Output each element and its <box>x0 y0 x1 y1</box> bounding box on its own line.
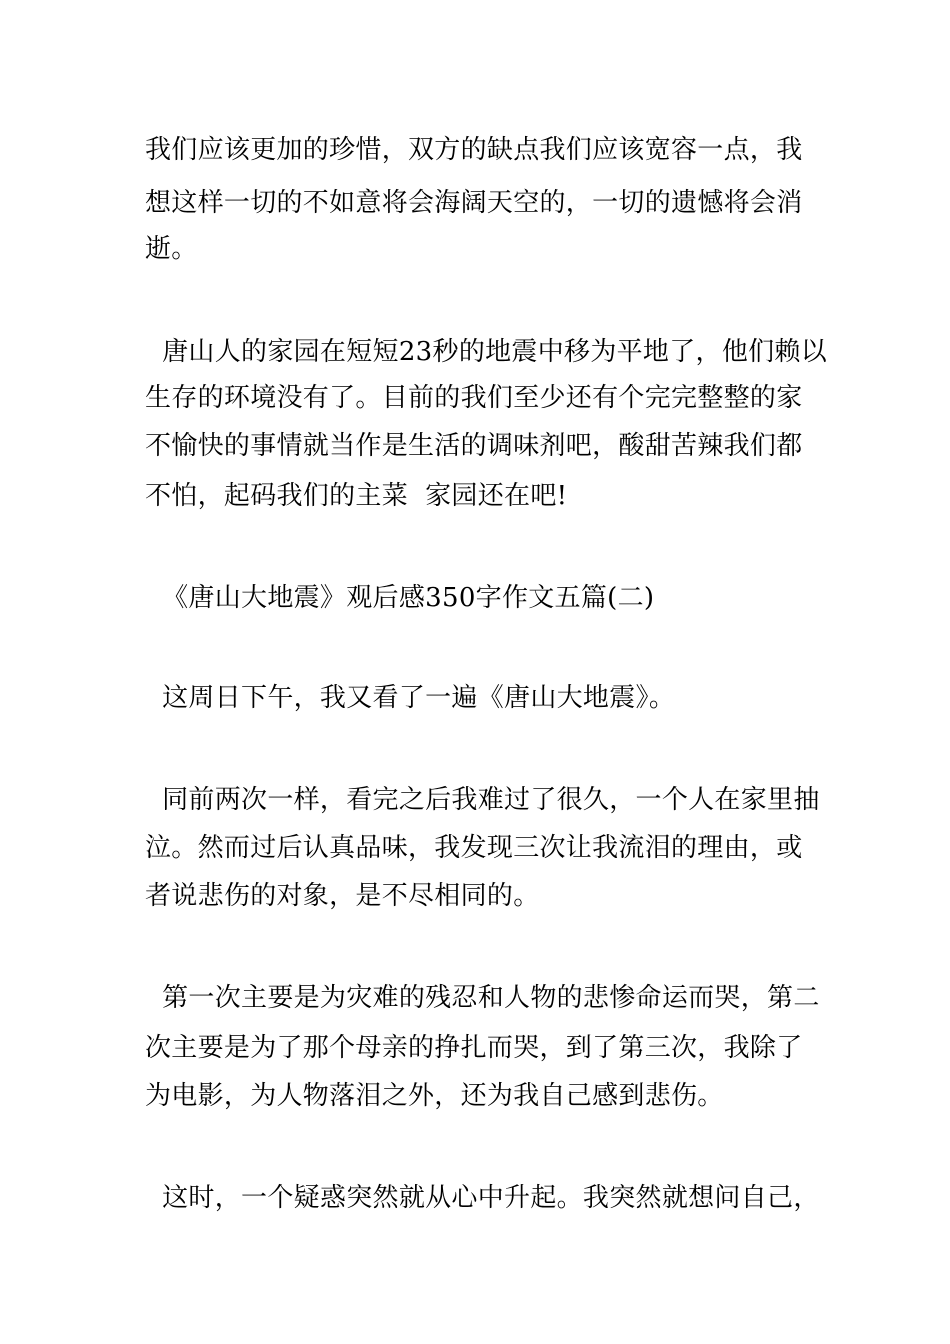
paragraph-line: 这周日下午，我又看了一遍《唐山大地震》。 <box>145 683 676 713</box>
paragraph-line: 想这样一切的不如意将会海阔天空的，一切的遗憾将会消 <box>145 188 803 218</box>
paragraph-line: 这时，一个疑惑突然就从心中升起。我突然就想问自己， <box>145 1183 820 1213</box>
paragraph-line: 逝。 <box>145 234 198 264</box>
paragraph-line: 生存的环境没有了。目前的我们至少还有个完完整整的家 <box>145 383 803 413</box>
paragraph-line: 唐山人的家园在短短23秒的地震中移为平地了，他们赖以 <box>145 337 828 367</box>
paragraph-line: 第一次主要是为灾难的残忍和人物的悲惨命运而哭，第二 <box>145 983 820 1013</box>
paragraph-line: 不愉快的事情就当作是生活的调味剂吧，酸甜苦辣我们都 <box>145 431 803 461</box>
section-heading: 《唐山大地震》观后感350字作文五篇(二) <box>145 583 655 613</box>
paragraph-line: 为电影，为人物落泪之外，还为我自己感到悲伤。 <box>145 1081 724 1111</box>
paragraph-line: 泣。然而过后认真品味，我发现三次让我流泪的理由，或 <box>145 833 803 863</box>
paragraph-line: 不怕，起码我们的主菜 家园还在吧! <box>145 481 568 511</box>
paragraph-line: 同前两次一样，看完之后我难过了很久，一个人在家里抽 <box>145 785 820 815</box>
paragraph-line: 次主要是为了那个母亲的挣扎而哭，到了第三次，我除了 <box>145 1033 803 1063</box>
paragraph-line: 我们应该更加的珍惜，双方的缺点我们应该宽容一点，我 <box>145 135 803 165</box>
paragraph-line: 者说悲伤的对象，是不尽相同的。 <box>145 881 540 911</box>
